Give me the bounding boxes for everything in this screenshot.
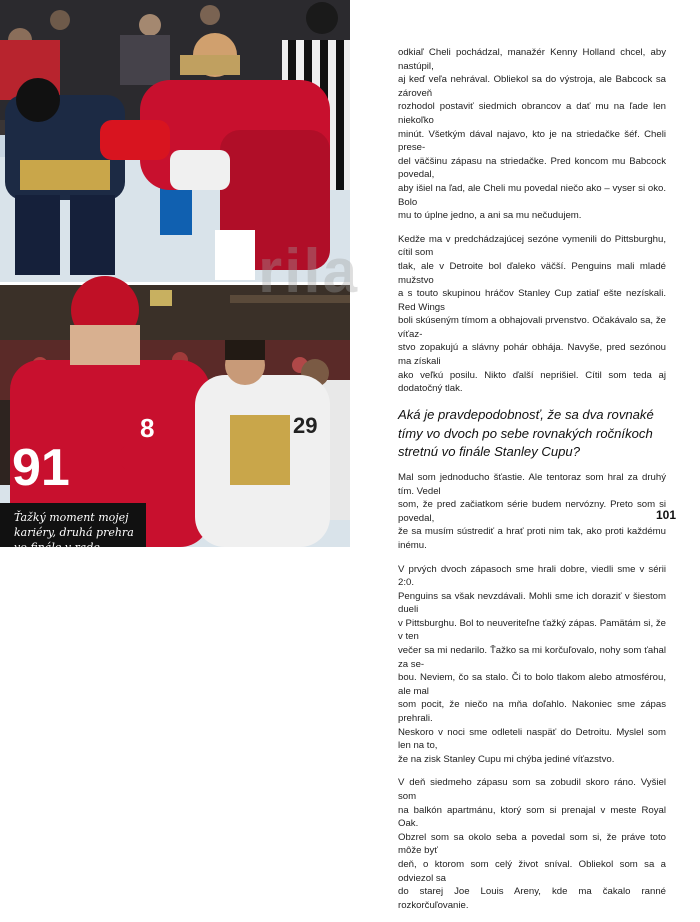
paragraph: Mal som jednoducho šťastie. Ale tentoraz som hral za druhý tím. Vedel som, že pred začiatkom série budem nervózny. Preto som si povedal, že sa musím sústrediť a hrať proti nim tak, ako proti každému inému. bbox=[398, 471, 666, 551]
paragraph: V prvých dvoch zápasoch sme hrali dobre, viedli sme v sérii 2:0. Penguins sa však nevzdávali. Mohli sme ich doraziť v šiestom dueli v Pittsburghu. Bol to neuveriteľne ťažký zápas. Pamätám si, že v ten večer sa mi nedarilo. Ťažko sa mi korčuľovalo, nohy som ťahal za se- bou. Neviem, čo sa stalo. Či to bolo tlakom alebo atmosférou, ale mal som pocit, že niečo na mňa doľahlo. Nakoniec sme zápas prehrali. Neskoro v noci sme odleteli naspäť do Detroitu. Myslel som len na to, že na zisk Stanley Cupu mi chýba jediné víťazstvo. bbox=[398, 563, 666, 765]
svg-text:8: 8 bbox=[140, 413, 155, 443]
svg-text:91: 91 bbox=[12, 439, 70, 497]
svg-text:29: 29 bbox=[293, 413, 318, 438]
interview-question: Aká je pravdepodobnosť, že sa dva rovnaké tímy vo dvoch po sebe rovnakých ročníkoch stretnú vo finále Stanley Cupu? bbox=[398, 406, 654, 460]
page-number: 101 bbox=[656, 508, 677, 522]
paragraph: V deň siedmeho zápasu som sa zobudil skoro ráno. Vyšiel som na balkón apartmánu, ktorý som si prenajal v meste Royal Oak. Obzrel som sa okolo seba a povedal som si, že práve toto môže byť deň, o ktorom som celý život sníval. Obliekol som sa a odviezol sa do starej Joe Louis Areny, kde ma čakalo ranné rozkorčuľovanie. bbox=[398, 777, 666, 911]
photo-caption: Ťažký moment mojej kariéry, druhá prehra vo finále v rade bbox=[14, 511, 134, 554]
article-text bbox=[398, 46, 666, 922]
paragraph: odkiaľ Cheli pochádzal, manažér Kenny Holland chcel, aby nastúpil, aj keď veľa nehrával. Obliekol sa do výstroja, ale Babcock sa zároveň rozhodol postaviť siedmich obrancov a dať mu na ľade len niekoľko minút. Všetkým dával najavo, kto je na striedačke šéf. Cheli prese- del väčšinu zápasu na striedačke. Pred koncom mu Babcock povedal, aby išiel na ľad, ale Cheli mu povedal niečo ako – vyser si oko. Bolo mu to úplne jedno, a ani sa mu nečudujem. bbox=[398, 47, 666, 222]
paragraph: Kedže ma v predchádzajúcej sezóne vymenili do Pittsburghu, cítil som tlak, ale v Detroite bol ďaleko väčší. Penguins mali mladé mužstvo a s touto skupinou hráčov Stanley Cup zatiaľ ešte nezískali. Red Wings boli skúseným tímom a obhajovali prvenstvo. Očakávalo sa, že víťaz- stvo zopakujú a slávny pohár obhája. Navyše, pred sezónou ma získali ako veľkú posilu. Nikto ďalší neprišiel. Cítil som teda aj dodatočný tlak. bbox=[398, 233, 666, 395]
watermark: rila bbox=[258, 237, 360, 306]
